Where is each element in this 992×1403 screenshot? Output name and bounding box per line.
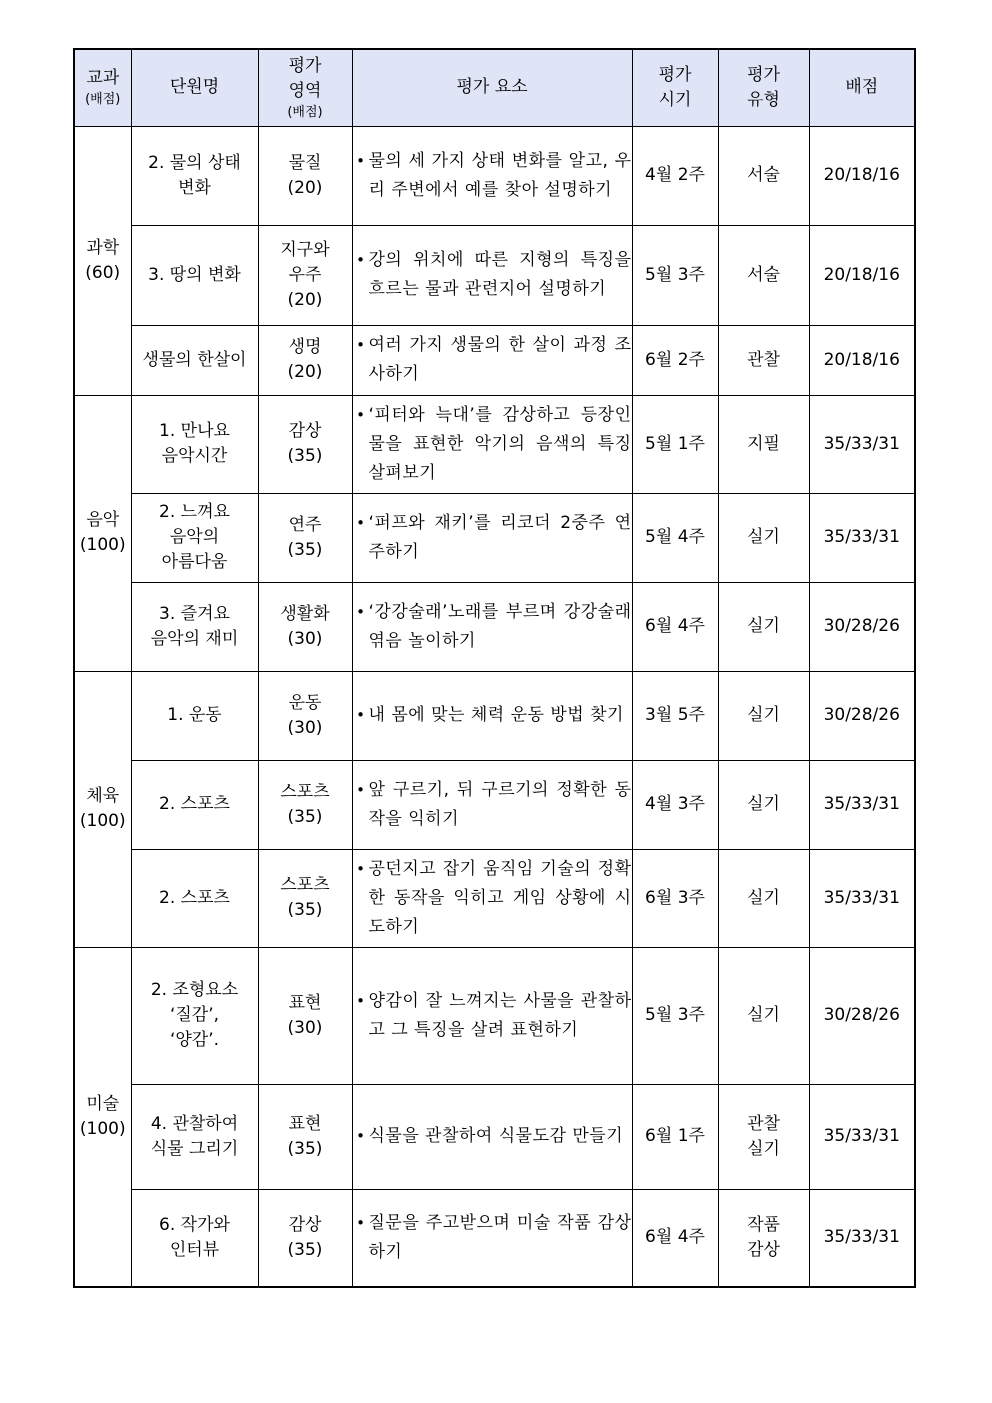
score-cell: 35/33/31 — [809, 760, 915, 849]
element-wrap — [353, 1209, 632, 1267]
element-cell — [352, 947, 632, 1084]
score-cell: 35/33/31 — [809, 493, 915, 582]
period-cell: 6월 2주 — [632, 325, 718, 395]
area-line: 생명 — [288, 337, 322, 357]
header-unit: 단원명 — [131, 49, 258, 126]
subject-cell — [74, 947, 131, 1287]
unit-line: 2. 스포츠 — [159, 794, 230, 814]
area-cell — [258, 671, 352, 760]
area-line: 감상 — [288, 1214, 322, 1235]
element-wrap — [353, 701, 632, 730]
type-line: 관찰 — [747, 1113, 780, 1134]
bullet-icon: • — [356, 405, 365, 424]
period-cell: 3월 5주 — [632, 671, 718, 760]
area-line: (20) — [287, 362, 323, 382]
area-line: (35) — [287, 539, 323, 560]
score-cell: 35/33/31 — [809, 1084, 915, 1189]
element-text: 양감이 잘 느껴지는 사물을 관찰하고 그 특징을 살려 표현하기 — [368, 990, 632, 1040]
bullet-icon: • — [356, 991, 365, 1010]
area-cell — [258, 849, 352, 947]
unit-line: 2. 조형요소 — [150, 980, 239, 1000]
unit-line: 2. 물의 상태 — [148, 152, 241, 173]
type-line: 실기 — [747, 1138, 780, 1159]
area-line: 스포츠 — [280, 781, 330, 802]
type-cell — [718, 671, 809, 760]
score-cell: 30/28/26 — [809, 582, 915, 671]
area-cell — [258, 582, 352, 671]
table-row — [74, 671, 915, 760]
header-subject: 교과 (배점) — [74, 49, 131, 126]
unit-line: 음악의 — [169, 527, 220, 547]
unit-line: 4. 관찰하여 — [150, 1113, 239, 1134]
subject-name: 체육 — [86, 786, 120, 806]
area-line: 감상 — [288, 421, 322, 441]
table-row — [74, 849, 915, 947]
period-cell: 5월 1주 — [632, 395, 718, 493]
subject-cell — [74, 126, 131, 395]
type-line: 감상 — [747, 1239, 780, 1260]
type-line: 지필 — [747, 433, 780, 454]
unit-cell — [131, 395, 258, 493]
area-line: (20) — [287, 289, 323, 310]
score-cell: 35/33/31 — [809, 849, 915, 947]
area-line: 물질 — [288, 152, 322, 173]
table-row — [74, 126, 915, 225]
score-cell: 20/18/16 — [809, 225, 915, 325]
type-cell — [718, 947, 809, 1084]
element-text: 내 몸에 맞는 체력 운동 방법 찾기 — [368, 705, 624, 725]
element-wrap — [353, 401, 632, 488]
unit-line: ‘양감’. — [169, 1030, 220, 1050]
element-wrap — [353, 776, 632, 834]
header-area: 평가 영역 (배점) — [258, 49, 352, 126]
unit-line: 변화 — [178, 177, 211, 198]
area-cell — [258, 493, 352, 582]
type-line: 실기 — [747, 887, 780, 908]
subject-name: 과학 — [86, 237, 120, 258]
area-line: 지구와 — [280, 239, 330, 260]
area-cell — [258, 225, 352, 325]
element-cell — [352, 671, 632, 760]
bullet-icon: • — [356, 1213, 365, 1232]
unit-cell — [131, 849, 258, 947]
area-line: (30) — [287, 1017, 323, 1038]
area-line: (35) — [287, 1239, 323, 1260]
period-cell: 5월 3주 — [632, 225, 718, 325]
element-cell — [352, 760, 632, 849]
bullet-icon: • — [356, 151, 365, 170]
area-line: (35) — [287, 806, 323, 827]
type-cell — [718, 849, 809, 947]
bullet-icon: • — [356, 859, 365, 878]
table-row — [74, 1084, 915, 1189]
bullet-icon: • — [356, 780, 365, 799]
element-text: ‘강강술래’노래를 부르며 강강술래 엮음 놀이하기 — [368, 601, 632, 651]
table-row — [74, 325, 915, 395]
area-line: 표현 — [288, 1113, 322, 1134]
subject-name: 미술 — [86, 1093, 120, 1114]
unit-line: 6. 작가와 — [159, 1214, 230, 1235]
unit-cell — [131, 760, 258, 849]
element-text: 물의 세 가지 상태 변화를 알고, 우리 주변에서 예를 찾아 설명하기 — [368, 150, 632, 200]
table-row — [74, 1189, 915, 1287]
area-line: (30) — [287, 717, 323, 738]
period-cell: 5월 3주 — [632, 947, 718, 1084]
subject-points: (100) — [79, 811, 126, 831]
element-text: 질문을 주고받으며 미술 작품 감상하기 — [368, 1212, 632, 1262]
area-line: (35) — [287, 1138, 323, 1159]
type-line: 실기 — [747, 616, 780, 636]
unit-line: 1. 운동 — [167, 705, 222, 725]
bullet-icon: • — [356, 1127, 365, 1145]
area-line: (20) — [287, 177, 323, 198]
area-line: (35) — [287, 446, 323, 466]
header-period: 평가 시기 — [632, 49, 718, 126]
area-line: 스포츠 — [280, 875, 330, 895]
score-cell: 30/28/26 — [809, 671, 915, 760]
unit-line: ‘질감’, — [169, 1005, 220, 1025]
bullet-icon: • — [356, 336, 365, 354]
table-row — [74, 760, 915, 849]
table-row — [74, 493, 915, 582]
area-line: (35) — [287, 900, 323, 920]
type-cell — [718, 126, 809, 225]
unit-line: 생물의 한살이 — [142, 349, 247, 370]
subject-cell — [74, 671, 131, 947]
element-cell — [352, 849, 632, 947]
area-line: (30) — [287, 628, 323, 649]
area-cell — [258, 126, 352, 225]
period-cell: 5월 4주 — [632, 493, 718, 582]
area-cell — [258, 947, 352, 1084]
period-cell: 4월 2주 — [632, 126, 718, 225]
bullet-icon: • — [356, 602, 365, 621]
header-type: 평가 유형 — [718, 49, 809, 126]
unit-line: 2. 느껴요 — [159, 502, 230, 522]
element-cell — [352, 225, 632, 325]
unit-cell — [131, 947, 258, 1084]
period-cell: 6월 3주 — [632, 849, 718, 947]
unit-line: 인터뷰 — [169, 1239, 220, 1260]
element-cell — [352, 493, 632, 582]
area-line: 연주 — [288, 514, 322, 535]
element-wrap — [353, 246, 632, 304]
unit-cell — [131, 225, 258, 325]
score-cell: 35/33/31 — [809, 395, 915, 493]
unit-cell — [131, 582, 258, 671]
element-text: 강의 위치에 따른 지형의 특징을 흐르는 물과 관련지어 설명하기 — [368, 250, 632, 299]
subject-points: (100) — [79, 535, 126, 555]
element-wrap — [353, 331, 632, 389]
table-header-row — [74, 49, 915, 126]
element-wrap — [353, 855, 632, 942]
area-line: 표현 — [288, 992, 322, 1013]
type-cell — [718, 493, 809, 582]
unit-cell — [131, 671, 258, 760]
unit-line: 3. 땅의 변화 — [148, 264, 241, 285]
subject-cell — [74, 395, 131, 671]
element-text: 여러 가지 생물의 한 살이 과정 조사하기 — [368, 335, 632, 384]
unit-cell — [131, 493, 258, 582]
area-line: 우주 — [288, 264, 322, 285]
type-line: 서술 — [747, 264, 780, 285]
type-cell — [718, 1084, 809, 1189]
unit-line: 음악의 재미 — [150, 628, 239, 649]
table-row — [74, 947, 915, 1084]
table-body — [74, 126, 915, 1287]
type-line: 관찰 — [747, 349, 780, 370]
unit-cell — [131, 325, 258, 395]
unit-line: 식물 그리기 — [150, 1138, 239, 1159]
area-cell — [258, 1084, 352, 1189]
table-row — [74, 225, 915, 325]
bullet-icon: • — [356, 513, 365, 532]
table-row — [74, 582, 915, 671]
bullet-icon: • — [356, 251, 365, 269]
type-cell — [718, 582, 809, 671]
type-line: 서술 — [747, 165, 780, 185]
type-line: 작품 — [747, 1214, 780, 1235]
subject-points: (60) — [85, 262, 121, 283]
score-cell: 20/18/16 — [809, 126, 915, 225]
unit-cell — [131, 1189, 258, 1287]
element-cell — [352, 1189, 632, 1287]
bullet-icon: • — [356, 706, 365, 724]
element-wrap — [353, 598, 632, 656]
table-row — [74, 395, 915, 493]
unit-line: 아름다움 — [161, 552, 228, 572]
score-cell: 35/33/31 — [809, 1189, 915, 1287]
header-score: 배점 — [809, 49, 915, 126]
subject-points: (100) — [79, 1118, 126, 1139]
period-cell: 6월 1주 — [632, 1084, 718, 1189]
unit-line: 음악시간 — [161, 446, 228, 466]
element-cell — [352, 1084, 632, 1189]
type-cell — [718, 760, 809, 849]
area-cell — [258, 1189, 352, 1287]
area-cell — [258, 760, 352, 849]
type-line: 실기 — [747, 527, 780, 547]
element-text: 앞 구르기, 뒤 구르기의 정확한 동작을 익히기 — [368, 779, 632, 829]
element-text: 식물을 관찰하여 식물도감 만들기 — [368, 1126, 624, 1146]
area-cell — [258, 395, 352, 493]
element-text: ‘퍼프와 재키’를 리코더 2중주 연주하기 — [368, 512, 632, 562]
element-wrap — [353, 509, 632, 567]
element-text: 공던지고 잡기 움직임 기술의 정확한 동작을 익히고 게임 상황에 시도하기 — [368, 858, 632, 937]
unit-cell — [131, 1084, 258, 1189]
type-cell — [718, 1189, 809, 1287]
type-line: 실기 — [747, 794, 780, 814]
type-cell — [718, 325, 809, 395]
period-cell: 6월 4주 — [632, 1189, 718, 1287]
element-cell — [352, 582, 632, 671]
header-element: 평가 요소 — [352, 49, 632, 126]
unit-line: 2. 스포츠 — [159, 887, 230, 908]
score-cell: 20/18/16 — [809, 325, 915, 395]
period-cell: 6월 4주 — [632, 582, 718, 671]
assessment-plan-table — [73, 48, 916, 1288]
unit-line: 1. 만나요 — [159, 421, 230, 441]
element-wrap — [353, 987, 632, 1045]
element-wrap — [353, 1122, 632, 1151]
area-cell — [258, 325, 352, 395]
type-cell — [718, 395, 809, 493]
element-text: ‘피터와 늑대’를 감상하고 등장인물을 표현한 악기의 음색의 특징 살펴보기 — [368, 404, 632, 483]
type-line: 실기 — [747, 705, 780, 725]
element-cell — [352, 395, 632, 493]
period-cell: 4월 3주 — [632, 760, 718, 849]
unit-line: 3. 즐겨요 — [159, 603, 230, 624]
element-wrap — [353, 147, 632, 205]
element-cell — [352, 325, 632, 395]
element-cell — [352, 126, 632, 225]
area-line: 운동 — [288, 692, 322, 713]
subject-name: 음악 — [86, 510, 120, 530]
type-cell — [718, 225, 809, 325]
unit-cell — [131, 126, 258, 225]
score-cell: 30/28/26 — [809, 947, 915, 1084]
type-line: 실기 — [747, 1005, 780, 1025]
area-line: 생활화 — [280, 603, 330, 624]
